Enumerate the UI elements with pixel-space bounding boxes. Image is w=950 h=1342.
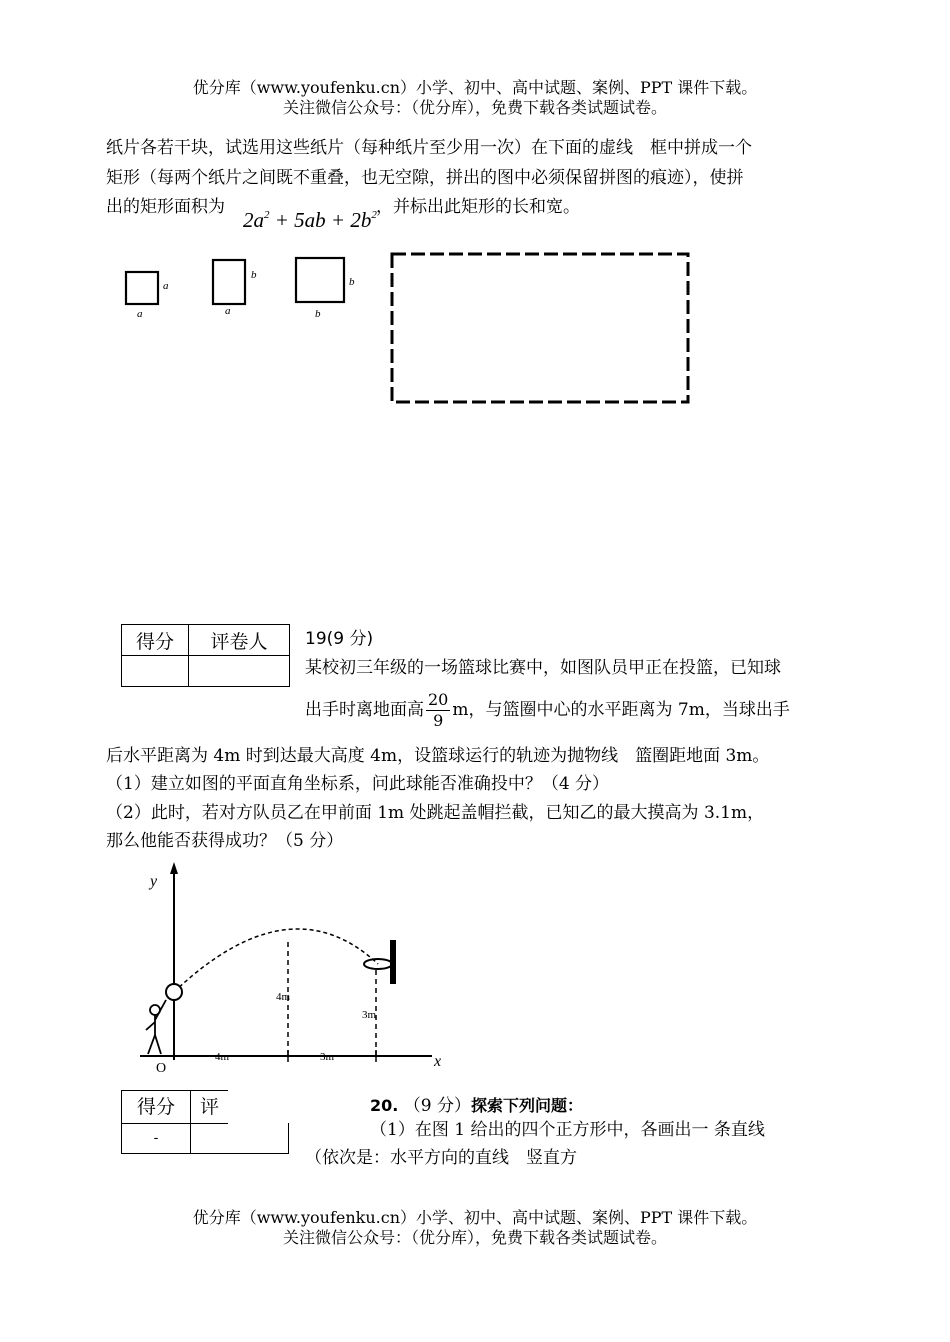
q18-line-1: 纸片各若干块，试选用这些纸片（每种纸片至少用一次）在下面的虚线 框中拼成一个 — [106, 138, 752, 158]
header-line-2: 关注微信公众号：（优分库），免费下载各类试题试卷。 — [282, 98, 667, 117]
area-formula: $2a^2 + 5ab + 2b^2$ — [243, 208, 377, 232]
fraction-denominator: 9 — [433, 711, 444, 730]
q19-line-2a: 出手时离地面高 — [305, 700, 424, 720]
y-axis-label: y — [150, 873, 158, 890]
fraction-numerator: 20 — [428, 690, 449, 709]
y-axis-arrow — [170, 862, 178, 874]
score-cell-2: - — [121, 1123, 191, 1154]
hoop-height-label: 3m — [362, 1009, 377, 1021]
q20-line-1: （1）在图 1 给出的四个正方形中，各画出一 条直线 — [370, 1120, 765, 1140]
dashed-frame — [386, 248, 696, 410]
q19-title: 19(9 分) — [305, 629, 374, 649]
x-axis-label: x — [434, 1053, 442, 1070]
distance-3m-label: 3m — [320, 1051, 335, 1063]
backboard — [390, 940, 396, 984]
footer-line-2: 关注微信公众号：（优分库），免费下载各类试题试卷。 — [282, 1228, 667, 1247]
q20-score: （9 分） — [403, 1096, 471, 1116]
q19-part-1: （1）建立如图的平面直角坐标系，问此球能否准确投中？（4 分） — [106, 774, 610, 794]
q19-part-2b: 那么他能否获得成功？（5 分） — [106, 831, 344, 851]
tile2-side-label: b — [251, 269, 257, 281]
q20-number: 20. — [370, 1096, 399, 1115]
basketball-figure — [130, 860, 460, 1075]
score-table-1 — [121, 624, 290, 687]
score-table-2 — [121, 1090, 289, 1154]
ball-trajectory — [174, 929, 378, 992]
q18-line-3a: 出的矩形面积为 — [106, 197, 225, 217]
tile-figures — [118, 250, 368, 325]
tile1-bottom-label: a — [137, 308, 143, 320]
grader-header: 评卷人 — [189, 625, 290, 656]
q19-line-2 — [305, 688, 790, 732]
q19-part-2a: （2）此时，若对方队员乙在甲前面 1m 处跳起盖帽拦截，已知乙的最大摸高为 3.1m， — [106, 803, 765, 823]
score-header: 得分 — [122, 625, 189, 656]
score-cell — [122, 656, 189, 687]
q19-line-1: 某校初三年级的一场篮球比赛中，如图队员甲正在投篮，已知球 — [305, 658, 781, 678]
tile1-side-label: a — [163, 280, 169, 292]
tile-ab-rect — [213, 260, 245, 304]
grader-cell-2 — [190, 1123, 289, 1154]
origin-label: O — [156, 1061, 167, 1075]
tile-a-square — [126, 272, 158, 304]
header-line-1: 优分库（www.youfenku.cn）小学、初中、高中试题、案例、PPT 课件下载。 — [192, 78, 758, 97]
player-figure — [146, 1000, 166, 1054]
tile3-bottom-label: b — [315, 308, 321, 320]
distance-4m-label: 4m — [215, 1051, 230, 1063]
grader-cell — [189, 656, 290, 687]
max-height-label: 4m — [276, 991, 291, 1003]
q20-heading: 探索下列问题： — [470, 1096, 583, 1115]
q18-line-3b: ，并标出此矩形的长和宽。 — [376, 197, 580, 217]
q19-line-2b: m，与篮圈中心的水平距离为 7m，当球出手 — [452, 700, 790, 720]
tile3-side-label: b — [349, 276, 355, 288]
footer-line-1: 优分库（www.youfenku.cn）小学、初中、高中试题、案例、PPT 课件下载。 — [192, 1208, 758, 1227]
tile2-bottom-label: a — [225, 305, 231, 317]
score-header-2: 得分 — [121, 1090, 191, 1124]
q19-line-3: 后水平距离为 4m 时到达最大高度 4m，设篮球运行的轨迹为抛物线 篮圈距地面 3m。 — [106, 746, 770, 766]
q20-line-2: （依次是：水平方向的直线 竖直方 — [305, 1148, 577, 1168]
ball — [166, 984, 182, 1000]
q20-title — [370, 1091, 583, 1116]
grader-header-2: 评 — [190, 1090, 228, 1124]
tile-b-square — [296, 258, 344, 302]
q18-line-2: 矩形（每两个纸片之间既不重叠，也无空隙，拼出的图中必须保留拼图的痕迹），使拼 — [106, 168, 744, 188]
height-fraction — [426, 690, 450, 731]
